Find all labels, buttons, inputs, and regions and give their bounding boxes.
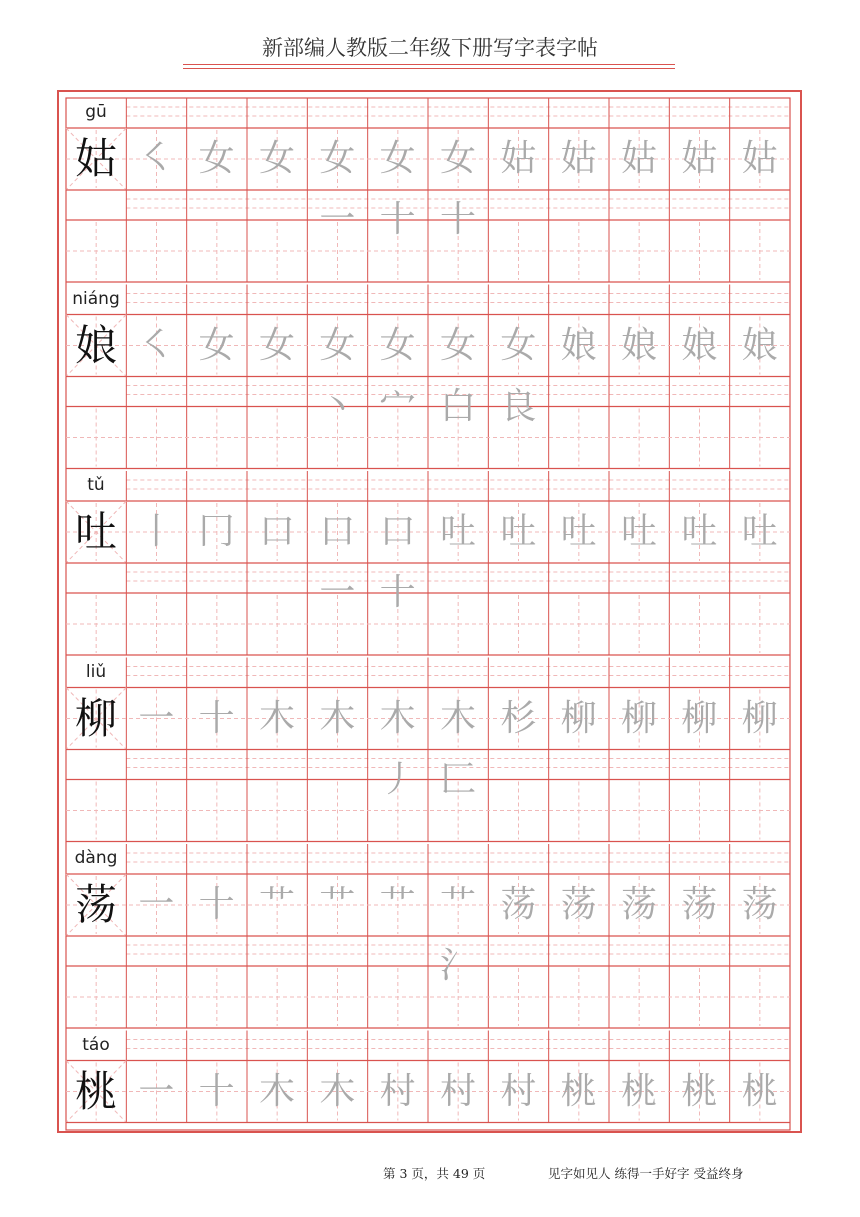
stroke-order-step: 木匚 [439, 697, 476, 800]
pinyin-label: tǔ [87, 475, 105, 495]
pinyin-label: liǔ [85, 661, 107, 682]
stroke-order-step: 娘 [681, 324, 718, 366]
stroke-order-step: 冂 [198, 511, 235, 552]
stroke-order-step: 荡 [741, 884, 778, 925]
stroke-order-step: 荡 [681, 884, 718, 925]
stroke-order-step: 柳 [560, 697, 597, 739]
stroke-order-step: 桃 [741, 1070, 778, 1112]
model-character: 桃 [74, 1066, 117, 1116]
stroke-order-step: 女 [198, 138, 235, 179]
stroke-order-step: 女良 [500, 324, 537, 427]
stroke-order-step: 姑 [681, 138, 718, 179]
stroke-order-step: 吐 [620, 511, 657, 552]
stroke-order-step: 桃 [681, 1070, 718, 1112]
stroke-order-step: 女 [198, 324, 235, 366]
stroke-order-step: 女十 [379, 138, 416, 240]
stroke-order-step: 女 [258, 138, 295, 179]
stroke-order-step: 十 [198, 884, 235, 925]
stroke-order-step: ㇛ [138, 324, 175, 366]
stroke-order-step: 娘 [620, 324, 657, 366]
stroke-order-step: 吐 [500, 511, 537, 552]
model-character: 娘 [74, 320, 117, 370]
stroke-order-step: 姑 [741, 138, 778, 179]
stroke-order-step: 艹 [319, 884, 356, 925]
stroke-order-step: 柳 [681, 697, 718, 739]
stroke-order-step: 姑 [500, 138, 537, 179]
stroke-order-step: 一 [138, 1070, 175, 1112]
stroke-order-step: 丨 [138, 511, 175, 552]
stroke-order-step: 娘 [560, 324, 597, 366]
stroke-order-step: 姑 [560, 138, 597, 179]
stroke-order-step: 村 [439, 1070, 476, 1112]
stroke-order-step: 口一 [319, 511, 356, 613]
stroke-order-step: 木 [319, 1070, 356, 1112]
stroke-order-step: 娘 [741, 324, 778, 366]
stroke-order-step: 姑 [620, 138, 657, 179]
stroke-order-step: 女 [258, 324, 295, 366]
stroke-order-step: 女一 [319, 138, 356, 240]
stroke-order-step: 一 [138, 697, 175, 739]
stroke-order-step: 十 [198, 697, 235, 739]
stroke-order-step: 女丶 [319, 324, 356, 427]
model-character: 荡 [74, 880, 117, 929]
stroke-order-step: 口十 [379, 511, 416, 613]
stroke-order-step: 吐 [681, 511, 718, 552]
stroke-order-step: 女十 [439, 138, 476, 240]
stroke-order-step: 桃 [560, 1070, 597, 1112]
stroke-order-step: 荡 [500, 884, 537, 925]
stroke-order-step: 桃 [620, 1070, 657, 1112]
stroke-order-step: 荡 [620, 884, 657, 925]
stroke-order-step: 吐 [560, 511, 597, 552]
pinyin-label: gū [85, 102, 107, 122]
stroke-order-step: 村 [500, 1070, 537, 1112]
stroke-order-step: 吐 [741, 511, 778, 552]
stroke-order-step: 十 [198, 1070, 235, 1112]
page-title: 新部编人教版二年级下册写字表字帖 [262, 36, 598, 60]
pinyin-label: dàng [74, 848, 118, 868]
pinyin-label: niáng [72, 288, 120, 309]
page-number: 第 3 页，共 49 页 [383, 1166, 486, 1181]
stroke-order-step: 木 [319, 697, 356, 739]
stroke-order-step: 艹 [379, 884, 416, 925]
stroke-order-step: 女白 [439, 324, 476, 427]
stroke-order-step: 口 [258, 511, 295, 552]
stroke-order-step: 木 [258, 1070, 295, 1112]
stroke-order-step: 村 [379, 1070, 416, 1112]
model-character: 柳 [74, 693, 117, 743]
stroke-order-step: 柳 [620, 697, 657, 739]
model-character: 姑 [74, 134, 117, 183]
stroke-order-step: 艹 [258, 884, 295, 925]
stroke-order-step: 杉 [500, 697, 537, 739]
footer-slogan: 见字如见人 练得一手好字 受益终身 [548, 1166, 744, 1181]
stroke-order-step: 木丿 [379, 697, 416, 800]
pinyin-label: táo [82, 1034, 110, 1055]
stroke-order-step: 一 [138, 884, 175, 925]
stroke-order-step: 柳 [741, 697, 778, 739]
stroke-order-step: ㇛ [138, 138, 175, 179]
stroke-order-step: 吐 [439, 511, 476, 552]
stroke-order-step: 木 [258, 697, 295, 739]
stroke-order-step: 女宀 [379, 324, 416, 427]
model-character: 吐 [74, 507, 117, 556]
stroke-order-step: 荡 [560, 884, 597, 925]
stroke-order-step: 艹氵 [439, 884, 476, 986]
